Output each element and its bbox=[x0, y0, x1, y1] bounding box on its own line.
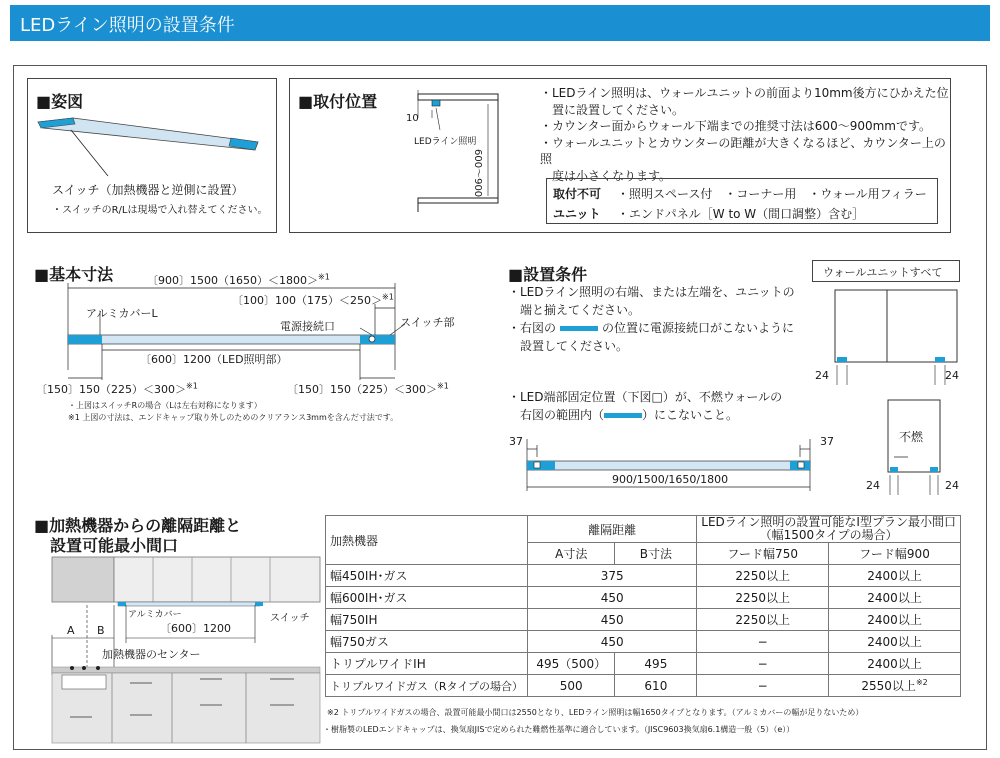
toritsuke-bullets bbox=[540, 85, 950, 184]
cell-b: 495 bbox=[615, 653, 697, 675]
label-a: A bbox=[67, 624, 75, 637]
funen-label: 不燃 bbox=[899, 430, 924, 444]
dim-37-left: 37 bbox=[509, 435, 523, 448]
th-device: 加熱機器 bbox=[326, 516, 528, 565]
kanetsu-heading1: ■加熱機器からの離隔距離と bbox=[34, 516, 242, 535]
toritsuke-heading: ■取付位置 bbox=[298, 92, 378, 111]
wall-unit-diagram bbox=[815, 285, 965, 395]
end-fixing-diagram bbox=[515, 435, 825, 495]
dim-right bbox=[287, 381, 449, 397]
cell-f900: 2400以上 bbox=[829, 631, 961, 653]
cell-f750: − bbox=[697, 675, 829, 697]
cell-ab: 450 bbox=[528, 631, 697, 653]
fuka-label2: ユニット bbox=[553, 207, 601, 221]
cell-name: 幅750ガス bbox=[326, 631, 528, 653]
page-title: LEDライン照明の設置条件 bbox=[20, 15, 235, 36]
alumi-cover-label: アルミカバー bbox=[128, 610, 182, 620]
cell-name: 幅450IH･ガス bbox=[326, 565, 528, 587]
cell-name: トリプルワイドIH bbox=[326, 653, 528, 675]
secchi-bullets-2 bbox=[508, 388, 782, 424]
table-row bbox=[326, 609, 961, 631]
dim-second-sup: ※1 bbox=[381, 292, 394, 302]
table-row bbox=[326, 631, 961, 653]
secchi-heading: ■設置条件 bbox=[508, 265, 588, 284]
th-min bbox=[697, 516, 961, 543]
cell-a: 495（500） bbox=[528, 653, 615, 675]
secchi-b2b: の位置に電源接続口がこないように bbox=[602, 321, 795, 335]
cell-f750: 2250以上 bbox=[697, 609, 829, 631]
switch-note: ・スイッチのR/Lは現場で入れ替えてください。 bbox=[52, 205, 268, 216]
dengen-label: 電源接続口 bbox=[280, 320, 335, 333]
cell-f750: 2250以上 bbox=[697, 565, 829, 587]
dim-left-sup: ※1 bbox=[185, 381, 198, 391]
secchi-b1: ・LEDライン照明の右端、または左端を、ユニットの bbox=[508, 285, 795, 299]
dim-second-text: 〔100〕100（175）＜250＞ bbox=[232, 294, 382, 307]
cell-f750: − bbox=[697, 653, 829, 675]
th-a: A寸法 bbox=[528, 543, 615, 565]
cell-ab: 450 bbox=[528, 587, 697, 609]
kihon-note1: ・上図はスイッチRの場合（Lは左右対称になります） bbox=[68, 401, 262, 410]
dim-bottom: 900/1500/1650/1800 bbox=[612, 473, 729, 486]
secchi-b2a: ・右図の bbox=[508, 321, 557, 335]
cell-ab: 450 bbox=[528, 609, 697, 631]
dim-led: 〔600〕1200（LED照明部） bbox=[140, 353, 288, 366]
table-row bbox=[326, 565, 961, 587]
secchi-b3: ・LED端部固定位置（下図□）が、不燃ウォールの bbox=[508, 390, 783, 404]
switch-label: スイッチ（加熱機器と逆側に設置） bbox=[52, 183, 244, 197]
cell-f750: − bbox=[697, 631, 829, 653]
th-f750: フード幅750 bbox=[697, 543, 829, 565]
table-note1: ※2 トリプルワイドガスの場合、設置可能最小間口は2550となり、LEDライン照明は幅1650タイプとなります。（アルミカバーの幅が足りないため） bbox=[327, 708, 864, 717]
center-label: 加熱機器のセンター bbox=[102, 648, 201, 661]
cyan-marker bbox=[560, 326, 598, 331]
kanetsu-dim: 〔600〕1200 bbox=[160, 622, 231, 635]
dim-vertical: 600〜900 bbox=[472, 149, 483, 198]
th-b: B寸法 bbox=[615, 543, 697, 565]
secchi-b3b-b: ）にこないこと。 bbox=[642, 408, 739, 422]
dim-10: 10 bbox=[406, 113, 419, 124]
label-b: B bbox=[97, 624, 105, 637]
kihon-note2: ※1 上図の寸法は、エンドキャップ取り外しのためのクリアランス3mmを含んだ寸法です。 bbox=[68, 413, 399, 422]
cell-f900: 2400以上 bbox=[829, 565, 961, 587]
fuka-row2: ・エンドパネル［W to W（間口調整）含む］ bbox=[617, 207, 865, 221]
secchi-b1b: 端と揃えてください。 bbox=[508, 303, 641, 317]
cell-f900-text: 2550以上 bbox=[861, 679, 916, 693]
cell-f900-sup: ※2 bbox=[915, 678, 928, 687]
secchi-b2 bbox=[508, 319, 795, 337]
dim-24: 24 bbox=[945, 479, 959, 492]
bullet-line: ・カウンター面からウォール下端までの推奨寸法は600〜900mmです。 bbox=[540, 119, 932, 133]
title-bar bbox=[10, 5, 990, 41]
th-min-line1: LEDライン照明の設置可能なI型プラン最小間口 bbox=[701, 515, 956, 529]
cell-f900 bbox=[829, 675, 961, 697]
cell-name: 幅750IH bbox=[326, 609, 528, 631]
clearance-table bbox=[325, 515, 961, 697]
secchi-b3b bbox=[508, 406, 782, 424]
switch-part-label: スイッチ部 bbox=[400, 316, 455, 329]
wall-unit-label: ウォールユニットすべて bbox=[823, 266, 943, 279]
table-row bbox=[326, 675, 961, 697]
dim-right-sup: ※1 bbox=[436, 381, 449, 391]
dim-24: 24 bbox=[815, 369, 829, 382]
cell-a: 500 bbox=[528, 675, 615, 697]
table-row bbox=[326, 587, 961, 609]
secchi-b2c: 設置してください。 bbox=[508, 339, 629, 353]
alumi-label: アルミカバーL bbox=[86, 307, 158, 320]
cell-f900: 2400以上 bbox=[829, 587, 961, 609]
th-rikaku: 離隔距離 bbox=[528, 516, 697, 543]
basic-dimension-diagram bbox=[60, 280, 410, 385]
dim-left bbox=[36, 381, 198, 397]
secchi-b3b-a: 右図の範囲内（ bbox=[508, 408, 605, 422]
dim-24: 24 bbox=[945, 369, 959, 382]
bullet-line: ・ウォールユニットとカウンターの距離が大きくなるほど、カウンター上の照 bbox=[540, 135, 946, 166]
dim-top-sup: ※1 bbox=[317, 272, 330, 282]
bullet-line: 置に設置してください。 bbox=[540, 102, 685, 117]
kanetsu-heading2: 設置可能最小間口 bbox=[34, 536, 179, 555]
cell-f900: 2400以上 bbox=[829, 653, 961, 675]
kanetsu-heading bbox=[34, 516, 241, 556]
table-row bbox=[326, 653, 961, 675]
dim-left-text: 〔150〕150（225）＜300＞ bbox=[36, 383, 186, 396]
dim-37-right: 37 bbox=[820, 435, 834, 448]
switch-label-kitchen: スイッチ bbox=[270, 613, 310, 624]
cell-f750: 2250以上 bbox=[697, 587, 829, 609]
toritsuke-panel bbox=[289, 78, 951, 233]
dim-top-text: 〔900〕1500（1650）＜1800＞ bbox=[147, 274, 318, 287]
cell-name: 幅600IH･ガス bbox=[326, 587, 528, 609]
cyan-marker bbox=[604, 413, 642, 418]
cell-ab: 375 bbox=[528, 565, 697, 587]
th-min-line2: （幅1500タイプの場合） bbox=[759, 528, 898, 542]
wall-unit-label-box bbox=[812, 260, 960, 282]
bullet-line: 度は小さくなります。 bbox=[540, 168, 672, 183]
fuka-label1: 取付不可 bbox=[553, 187, 602, 201]
cell-name: トリプルワイドガス（Rタイプの場合） bbox=[326, 675, 528, 697]
table-note2: ・樹脂製のLEDエンドキャップは、換気扇JISで定められた難燃性基準に適合しています。（JISC9603換気扇6.1構造一般（5）（e）） bbox=[323, 725, 795, 734]
mount-position-diagram bbox=[390, 84, 520, 224]
led-label: LEDライン照明 bbox=[414, 137, 477, 147]
secchi-bullets bbox=[508, 283, 795, 355]
kihon-heading: ■基本寸法 bbox=[34, 265, 114, 284]
th-f900: フード幅900 bbox=[829, 543, 961, 565]
bullet-line: ・LEDライン照明は、ウォールユニットの前面より10mm後方にひかえた位 bbox=[540, 86, 949, 100]
not-installable-box bbox=[546, 178, 938, 224]
dim-24: 24 bbox=[866, 479, 880, 492]
fuka-row1: ・照明スペース付 ・コーナー用 ・ウォール用フィラー bbox=[617, 187, 927, 201]
sugata-heading: ■姿図 bbox=[36, 92, 84, 111]
cell-f900: 2400以上 bbox=[829, 609, 961, 631]
sugata-panel bbox=[27, 78, 277, 233]
cell-b: 610 bbox=[615, 675, 697, 697]
dim-right-text: 〔150〕150（225）＜300＞ bbox=[287, 383, 437, 396]
